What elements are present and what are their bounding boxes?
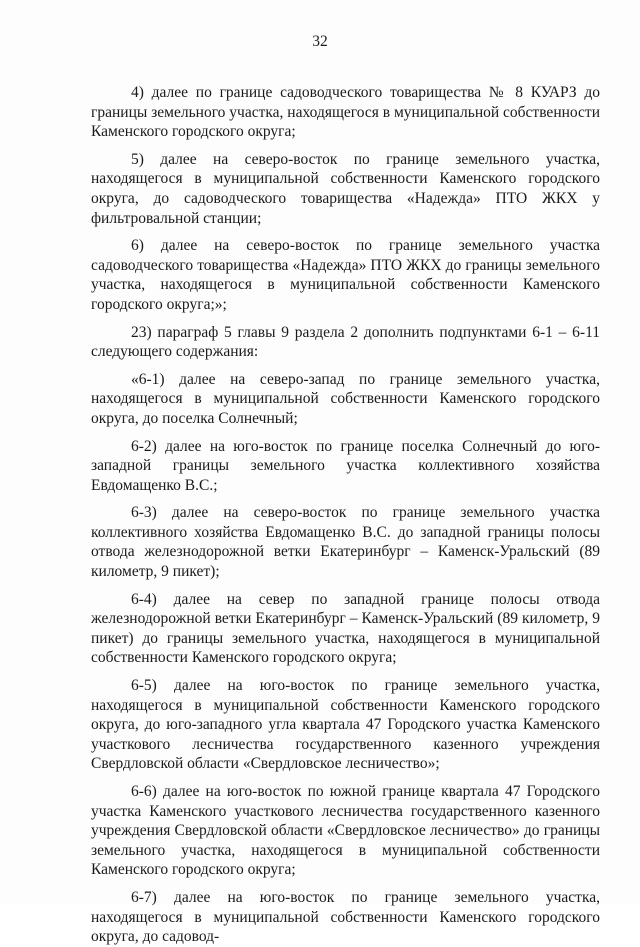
paragraph-item-6-4: 6-4) далее на север по западной границе полосы отвода железнодорожной ветки Екатеринбург – Каменск-Уральский (89 километр, 9 пикет) до границы земельного участка, находящегося в муниципальной собственности Каменского городского округа; (91, 590, 600, 667)
paragraph-point-23: 23) параграф 5 главы 9 раздела 2 дополнить подпунктами 6-1 – 6-11 следующего содержания: (91, 323, 600, 361)
paragraph-item-6: 6) далее на северо-восток по границе земельного участка садоводческого товарищества «Надежда» ПТО ЖКХ до границы земельного участка, находящегося в муниципальной собственности Каменского городского округа;»; (91, 237, 600, 313)
page-number: 32 (312, 33, 328, 50)
paragraph-item-6-1: «6-1) далее на северо-запад по границе земельного участка, находящегося в муниципальной собственности Каменского городского округа, до поселка Солнечный; (91, 370, 600, 427)
document-body (91, 83, 600, 947)
paragraph-item-6-2: 6-2) далее на юго-восток по границе поселка Солнечный до юго-западной границы земельного участка коллективного хозяйства Евдомащенко В.С.; (91, 437, 600, 494)
paragraph-item-6-7: 6-7) далее на юго-восток по границе земельного участка, находящегося в муниципальной собственности Каменского городского округа, до садовод- (91, 888, 600, 946)
paragraph-item-6-6: 6-6) далее на юго-восток по южной границе квартала 47 Городского участка Каменского участкового лесничества государственного казенного учреждения Свердловской области «Свердловское лесничество» до границы земельного участка, находящегося в муниципальной собственности Каменского городского округа; (91, 783, 600, 879)
paragraph-item-6-3: 6-3) далее на северо-восток по границе земельного участка коллективного хозяйства Евдомащенко В.С. до западной границы полосы отвода железнодорожной ветки Екатеринбург – Каменск-Уральский (89 километр, 9 пикет); (91, 504, 600, 581)
paragraph-item-4: 4) далее по границе садоводческого товарищества № 8 КУАРЗ до границы земельного участка, находящегося в муниципальной собственности Каменского городского округа; (91, 84, 600, 141)
paragraph-item-6-5: 6-5) далее на юго-восток по границе земельного участка, находящегося в муниципальной собственности Каменского городского округа, до юго-западного угла квартала 47 Городского участка Каменского участкового лесничества государственного казенного учреждения Свердловской области «Свердловское лесничество»; (91, 677, 600, 773)
paragraph-item-5: 5) далее на северо-восток по границе земельного участка, находящегося в муниципальной собственности Каменского городского округа, до садоводческого товарищества «Надежда» ПТО ЖКХ у фильтровальной станции; (91, 150, 600, 227)
